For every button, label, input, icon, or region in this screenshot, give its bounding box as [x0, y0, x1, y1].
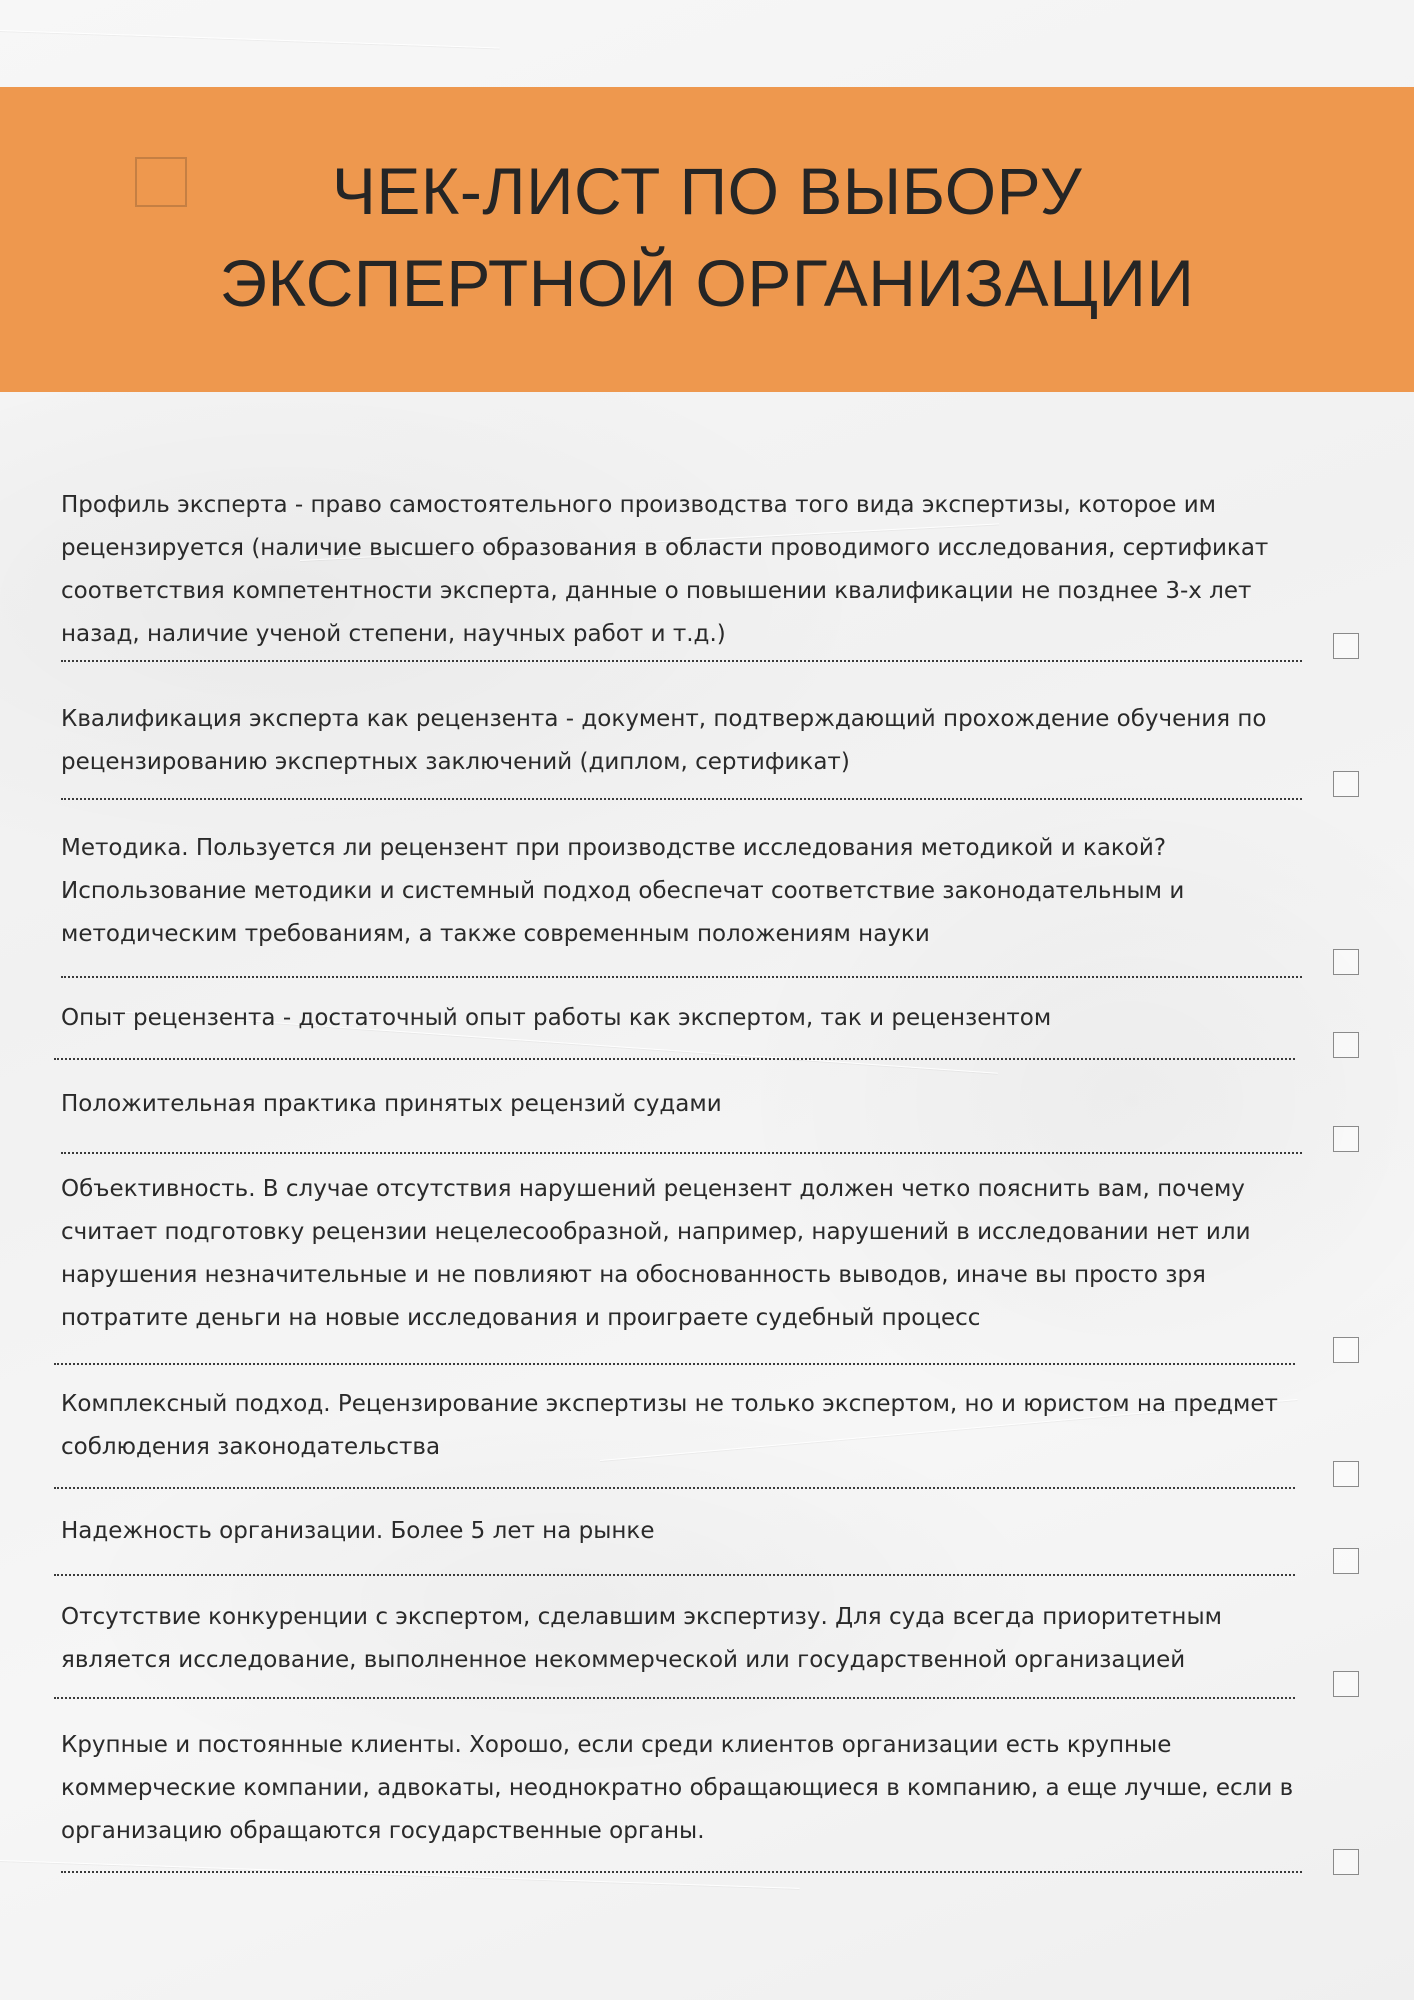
dotted-divider — [54, 1058, 1295, 1060]
item-text-line: Положительная практика принятых рецензий судами — [61, 1091, 722, 1117]
checkbox-item-8[interactable] — [1333, 1548, 1359, 1574]
dotted-divider — [54, 1697, 1295, 1699]
dotted-divider — [61, 1152, 1302, 1154]
checklist-item-5 — [61, 1083, 722, 1126]
item-text-line: рецензированию экспертных заключений (диплом, сертификат) — [61, 749, 850, 775]
checkbox-item-4[interactable] — [1333, 1032, 1359, 1058]
item-text-line: соответствия компетентности эксперта, данные о повышении квалификации не позднее 3-х лет — [61, 578, 1252, 604]
item-text-line: Использование методики и системный подход обеспечат соответствие законодательным и — [61, 878, 1185, 904]
page-title — [0, 145, 1414, 329]
checklist-item-8 — [61, 1510, 654, 1553]
dotted-divider — [61, 1871, 1302, 1873]
item-text-line: организацию обращаются государственные органы. — [61, 1818, 705, 1844]
checklist-item-6 — [61, 1168, 1251, 1340]
item-text-line: назад, наличие ученой степени, научных работ и т.д.) — [61, 621, 726, 647]
checklist-item-3 — [61, 827, 1184, 956]
checkbox-item-9[interactable] — [1333, 1671, 1359, 1697]
item-text-line: Квалификация эксперта как рецензента - документ, подтверждающий прохождение обучения по — [61, 706, 1267, 732]
checklist-item-4 — [61, 997, 1051, 1040]
item-text-line: считает подготовку рецензии нецелесообразной, например, нарушений в исследовании нет или — [61, 1219, 1251, 1245]
item-text-line: Опыт рецензента - достаточный опыт работы как экспертом, так и рецензентом — [61, 1005, 1052, 1031]
checkbox-item-6[interactable] — [1333, 1337, 1359, 1363]
item-text-line: Методика. Пользуется ли рецензент при производстве исследования методикой и какой? — [61, 835, 1167, 861]
dotted-divider — [61, 976, 1302, 978]
item-text-line: методическим требованиям, а также современным положениям науки — [61, 921, 930, 947]
checklist-item-1 — [61, 484, 1268, 656]
item-text-line: коммерческие компании, адвокаты, неоднократно обращающиеся в компанию, а еще лучше, если в — [61, 1775, 1294, 1801]
checkbox-item-2[interactable] — [1333, 771, 1359, 797]
checkbox-item-3[interactable] — [1333, 949, 1359, 975]
item-text-line: Крупные и постоянные клиенты. Хорошо, если среди клиентов организации есть крупные — [61, 1732, 1172, 1758]
checkbox-item-1[interactable] — [1333, 633, 1359, 659]
dotted-divider — [54, 1574, 1295, 1576]
item-text-line: рецензируется (наличие высшего образования в области проводимого исследования, сертификат — [61, 535, 1269, 561]
page-title-line-1: ЧЕК-ЛИСТ ПО ВЫБОРУ — [331, 154, 1083, 228]
item-text-line: нарушения незначительные и не повлияют на обоснованность выводов, иначе вы просто зря — [61, 1262, 1206, 1288]
dotted-divider — [54, 1363, 1295, 1365]
dotted-divider — [61, 798, 1302, 800]
checklist-item-7 — [61, 1383, 1278, 1469]
checkbox-item-10[interactable] — [1333, 1849, 1359, 1875]
dotted-divider — [61, 660, 1302, 662]
dotted-divider — [54, 1487, 1295, 1489]
checkbox-item-5[interactable] — [1333, 1126, 1359, 1152]
checkbox-item-7[interactable] — [1333, 1461, 1359, 1487]
item-text-line: Отсутствие конкуренции с экспертом, сделавшим экспертизу. Для суда всегда приоритетным — [61, 1604, 1222, 1630]
item-text-line: Профиль эксперта - право самостоятельного производства того вида экспертизы, которое им — [61, 492, 1217, 518]
checklist-item-2 — [61, 698, 1267, 784]
item-text-line: Комплексный подход. Рецензирование экспертизы не только экспертом, но и юристом на предмет — [61, 1391, 1278, 1417]
item-text-line: Объективность. В случае отсутствия нарушений рецензент должен четко пояснить вам, почему — [61, 1176, 1245, 1202]
paper-texture — [0, 30, 500, 48]
checklist-item-9 — [61, 1596, 1222, 1682]
item-text-line: потратите деньги на новые исследования и проиграете судебный процесс — [61, 1305, 981, 1331]
item-text-line: соблюдения законодательства — [61, 1434, 441, 1460]
item-text-line: Надежность организации. Более 5 лет на рынке — [61, 1518, 655, 1544]
paper-texture — [0, 1860, 800, 1889]
checklist-item-10 — [61, 1724, 1293, 1853]
item-text-line: является исследование, выполненное некоммерческой или государственной организацией — [61, 1647, 1186, 1673]
page-title-line-2: ЭКСПЕРТНОЙ ОРГАНИЗАЦИИ — [219, 246, 1195, 320]
